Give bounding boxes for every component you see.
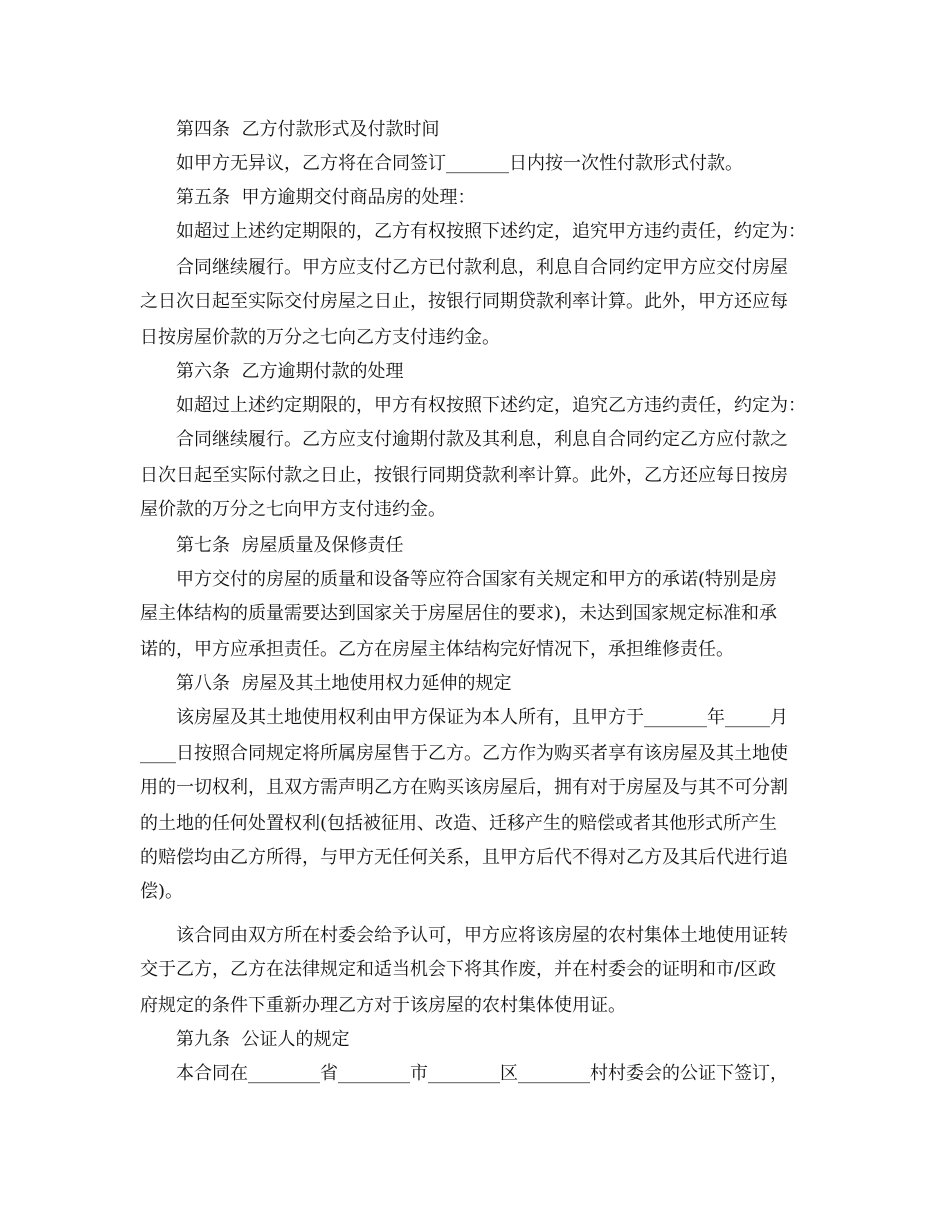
paragraph-line: 交于乙方，乙方在法律规定和适当机会下将其作废，并在村委会的证明和市/区政 (140, 959, 777, 980)
article-4-heading: 第四条 乙方付款形式及付款时间 (176, 119, 440, 140)
paragraph-line: 本合同在________省________市________区________村村委会的公证下签订， (176, 1063, 788, 1084)
paragraph-line: 该房屋及其土地使用权利由甲方保证为本人所有，且甲方于_______年_____月 (176, 707, 788, 728)
paragraph-line: 屋价款的万分之七向甲方支付违约金。 (140, 499, 446, 520)
paragraph-line: 合同继续履行。乙方应支付逾期付款及其利息，利息自合同约定乙方应付款之 (176, 429, 788, 450)
paragraph-line: 日按房屋价款的万分之七向乙方支付违约金。 (140, 327, 500, 348)
paragraph-line: 合同继续履行。甲方应支付乙方已付款利息，利息自合同约定甲方应交付房屋 (176, 257, 788, 278)
article-9-heading: 第九条 公证人的规定 (176, 1029, 350, 1050)
paragraph-line: 甲方交付的房屋的质量和设备等应符合国家有关规定和甲方的承诺(特别是房 (176, 569, 778, 590)
paragraph-line: 日次日起至实际付款之日止，按银行同期贷款利率计算。此外，乙方还应每日按房 (140, 465, 788, 486)
article-8-heading: 第八条 房屋及其土地使用权力延伸的规定 (176, 673, 512, 694)
paragraph-line: 用的一切权利，且双方需声明乙方在购买该房屋后，拥有对于房屋及与其不可分割 (140, 777, 788, 798)
article-5-heading: 第五条 甲方逾期交付商品房的处理： (176, 187, 476, 208)
paragraph-line: 屋主体结构的质量需要达到国家关于房屋居住的要求)，未达到国家规定标准和承 (140, 603, 778, 624)
paragraph-line: 偿)。 (140, 881, 184, 902)
paragraph-line: 如超过上述约定期限的，乙方有权按照下述约定，追究甲方违约责任，约定为： (176, 221, 806, 242)
paragraph-line: 诺的，甲方应承担责任。乙方在房屋主体结构完好情况下，承担维修责任。 (140, 639, 734, 660)
paragraph-line: 之日次日起至实际交付房屋之日止，按银行同期贷款利率计算。此外，甲方还应每 (140, 291, 788, 312)
article-6-heading: 第六条 乙方逾期付款的处理 (176, 361, 404, 382)
paragraph-line: 的土地的任何处置权利(包括被征用、改造、迁移产生的赔偿或者其他形式所产生 (140, 813, 778, 834)
paragraph-line: 如超过上述约定期限的，甲方有权按照下述约定，追究乙方违约责任，约定为： (176, 395, 806, 416)
paragraph-line: ____日按照合同规定将所属房屋售于乙方。乙方作为购买者享有该房屋及其土地使 (140, 743, 788, 764)
article-7-heading: 第七条 房屋质量及保修责任 (176, 535, 404, 556)
paragraph-line: 府规定的条件下重新办理乙方对于该房屋的农村集体使用证。 (140, 995, 626, 1016)
paragraph-line: 的赔偿均由乙方所得，与甲方无任何关系，且甲方后代不得对乙方及其后代进行追 (140, 847, 788, 868)
paragraph-line: 如甲方无异议，乙方将在合同签订_______日内按一次性付款形式付款。 (176, 153, 743, 174)
paragraph-line: 该合同由双方所在村委会给予认可，甲方应将该房屋的农村集体土地使用证转 (176, 925, 788, 946)
